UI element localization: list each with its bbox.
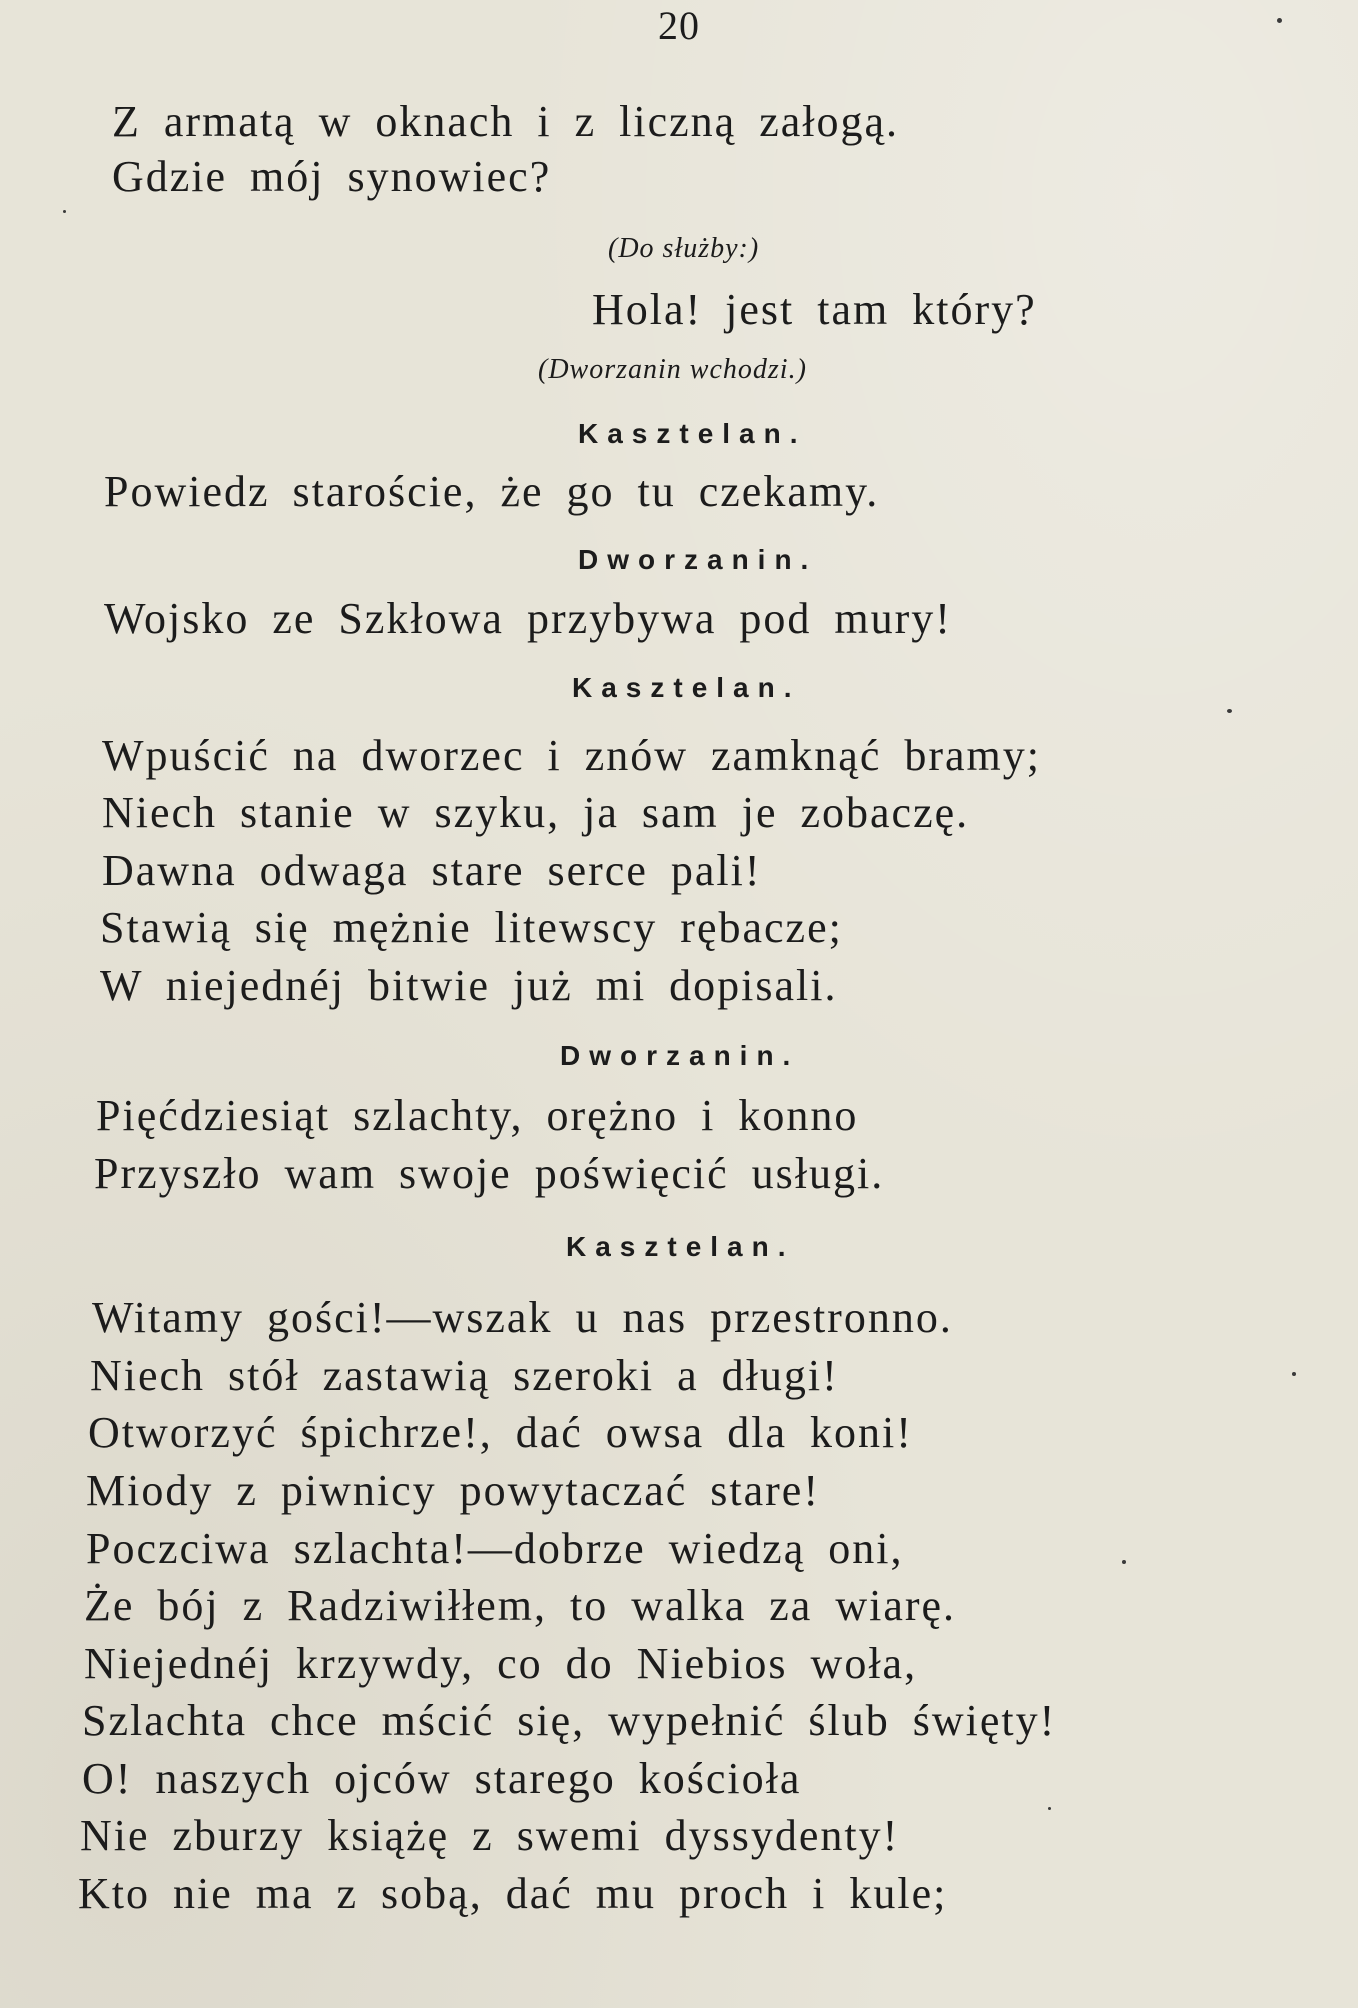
stage-direction: (Dworzanin wchodzi.) xyxy=(538,354,807,385)
verse-line: Niech stół zastawią szeroki a długi! xyxy=(90,1351,839,1400)
speaker-name: Dworzanin. xyxy=(560,1040,800,1071)
verse-line: Niech stanie w szyku, ja sam je zobaczę. xyxy=(102,788,970,837)
paper-speck xyxy=(1048,1807,1051,1810)
paper-speck xyxy=(1227,709,1232,713)
verse-line: Wojsko ze Szkłowa przybywa pod mury! xyxy=(104,594,952,643)
verse-line: Wpuścić na dworzec i znów zamknąć bramy; xyxy=(102,731,1041,780)
paper-speck xyxy=(1122,1560,1126,1564)
paper-speck xyxy=(1292,1372,1296,1376)
verse-line: Pięćdziesiąt szlachty, orężno i konno xyxy=(96,1091,859,1140)
verse-line: Dawna odwaga stare serce pali! xyxy=(102,846,762,895)
verse-line: Poczciwa szlachta!—dobrze wiedzą oni, xyxy=(86,1524,904,1573)
speaker-name: Kasztelan. xyxy=(566,1231,795,1262)
verse-line: Szlachta chce mścić się, wypełnić ślub święty! xyxy=(82,1696,1057,1745)
paper-speck xyxy=(1277,18,1282,23)
verse-line: Gdzie mój synowiec? xyxy=(112,152,552,201)
verse-line: Miody z piwnicy powytaczać stare! xyxy=(86,1466,820,1515)
verse-line: Kto nie ma z sobą, dać mu proch i kule; xyxy=(78,1869,948,1918)
verse-line: O! naszych ojców starego kościoła xyxy=(82,1754,802,1803)
stage-direction: (Do służby:) xyxy=(608,233,760,264)
speaker-name: Kasztelan. xyxy=(578,418,807,449)
paper-speck xyxy=(63,210,66,213)
verse-line: Niejednéj krzywdy, co do Niebios woła, xyxy=(84,1639,918,1688)
verse-line: Z armatą w oknach i z liczną załogą. xyxy=(112,97,900,146)
verse-line: Otworzyć śpichrze!, dać owsa dla koni! xyxy=(88,1408,913,1457)
verse-line: Hola! jest tam który? xyxy=(592,285,1037,334)
speaker-name: Kasztelan. xyxy=(572,672,801,703)
page-number: 20 xyxy=(658,3,700,48)
verse-line: Stawią się mężnie litewscy rębacze; xyxy=(100,903,843,952)
speaker-name: Dworzanin. xyxy=(578,544,818,575)
verse-line: W niejednéj bitwie już mi dopisali. xyxy=(100,961,838,1010)
verse-line: Powiedz staroście, że go tu czekamy. xyxy=(104,467,880,516)
verse-line: Nie zburzy książę z swemi dyssydenty! xyxy=(80,1811,900,1860)
verse-line: Witamy gości!—wszak u nas przestronno. xyxy=(92,1293,953,1342)
verse-line: Przyszło wam swoje poświęcić usługi. xyxy=(94,1149,885,1198)
verse-line: Że bój z Radziwiłłem, to walka za wiarę. xyxy=(84,1581,957,1630)
